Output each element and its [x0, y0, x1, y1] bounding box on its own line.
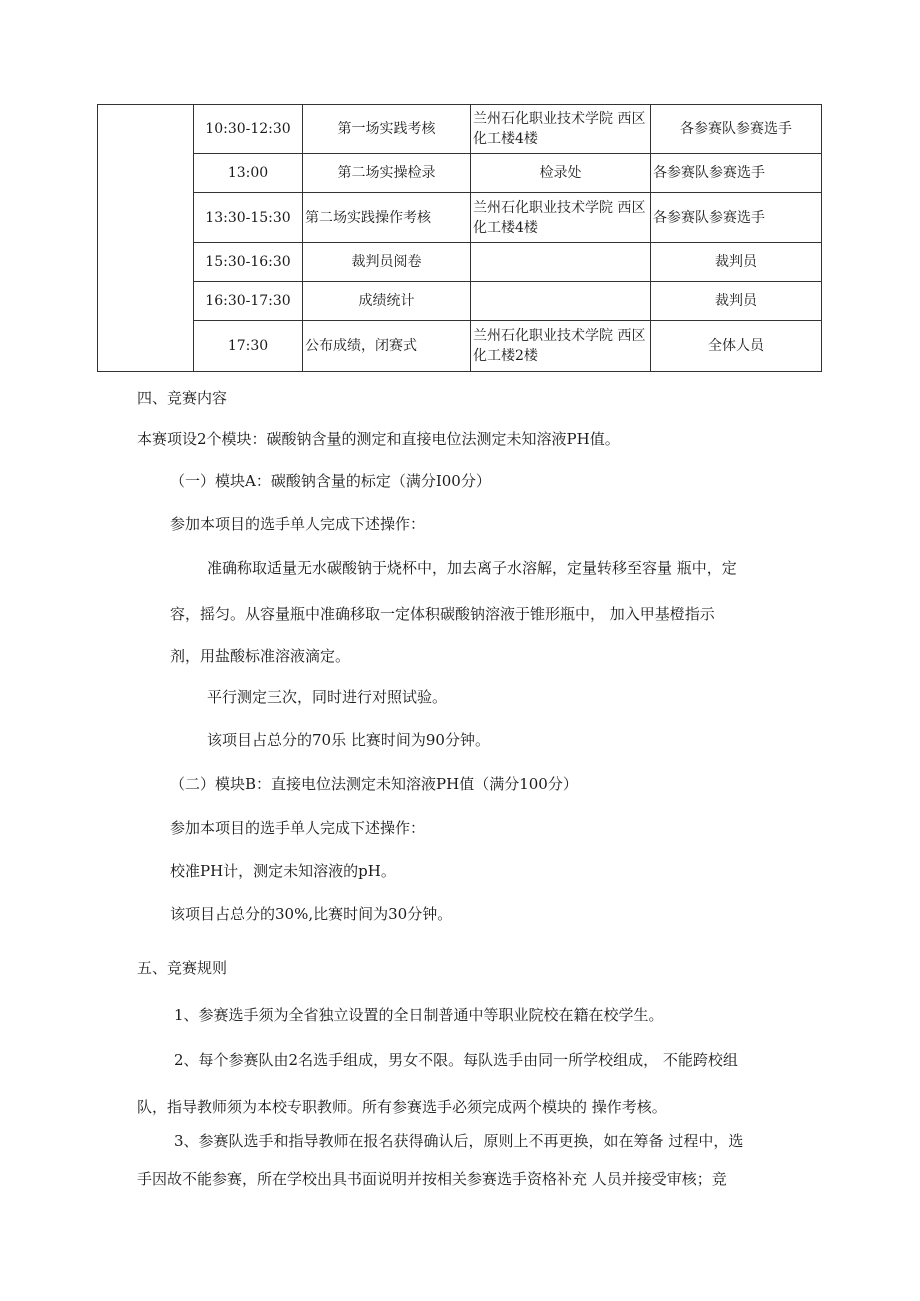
date-cell: [98, 105, 194, 372]
time-cell: 17:30: [194, 321, 303, 372]
table-row: [98, 282, 822, 321]
event-cell: 第二场实操检录: [303, 154, 471, 193]
time-cell: 13:00: [194, 154, 303, 193]
table-row: [98, 105, 822, 154]
time-cell: 10:30-12:30: [194, 105, 303, 154]
time-cell: 15:30-16:30: [194, 243, 303, 282]
table-row: [98, 193, 822, 243]
rule-3-line-2: 手因故不能参赛，所在学校出具书面说明并按相关参赛选手资格补充 人员并接受审核；竞: [137, 1170, 727, 1188]
time-cell: 13:30-15:30: [194, 193, 303, 243]
module-b-operation-intro: 参加本项目的选手单人完成下述操作：: [170, 819, 426, 837]
rule-1: 1、参赛选手须为全省独立设置的全日制普通中等职业院校在籍在校学生。: [174, 1006, 664, 1024]
module-a-title: （一）模块A：碳酸钠含量的标定（满分I00分）: [170, 472, 491, 490]
people-cell: 裁判员: [651, 282, 822, 321]
module-a-procedure-line-2: 容，摇匀。从容量瓶中准确移取一定体积碳酸钠溶液于锥形瓶中， 加入甲基橙指示: [170, 605, 715, 623]
module-a-procedure-line-3: 剂，用盐酸标准溶液滴定。: [170, 647, 351, 665]
module-b-title: （二）模块B：直接电位法测定未知溶液PH值（满分100分）: [170, 775, 578, 793]
table-row: [98, 243, 822, 282]
rule-2-line-2: 队，指导教师须为本校专职教师。所有参赛选手必须完成两个模块的 操作考核。: [137, 1098, 667, 1116]
module-a-procedure-line-1: 准确称取适量无水碳酸钠于烧杯中，加去离子水溶解，定量转移至容量 瓶中，定: [207, 559, 737, 577]
table-row: [98, 154, 822, 193]
place-cell: 检录处: [471, 154, 651, 193]
rule-3-line-1: 3、参赛队选手和指导教师在报名获得确认后，原则上不再更换，如在筹备 过程中，选: [174, 1132, 744, 1150]
people-cell: 各参赛队参赛选手: [651, 105, 822, 154]
place-cell: [471, 243, 651, 282]
place-cell: [471, 282, 651, 321]
module-b-score-time: 该项目占总分的30%,比赛时间为30分钟。: [170, 905, 453, 923]
event-cell: 成绩统计: [303, 282, 471, 321]
event-cell: 第一场实践考核: [303, 105, 471, 154]
module-b-procedure: 校准PH计，测定未知溶液的pH。: [170, 862, 396, 880]
intro-paragraph: 本赛项设2个模块：碳酸钠含量的测定和直接电位法测定未知溶液PH值。: [137, 430, 620, 448]
place-cell: 兰州石化职业技术学院 西区化工楼4楼: [471, 193, 651, 243]
people-cell: 全体人员: [651, 321, 822, 372]
event-cell: 裁判员阅卷: [303, 243, 471, 282]
rule-2-line-1: 2、每个参赛队由2名选手组成，男女不限。每队选手由同一所学校组成， 不能跨校组: [174, 1051, 738, 1069]
event-cell: 第二场实践操作考核: [303, 193, 471, 243]
module-a-parallel-test: 平行测定三次，同时进行对照试验。: [207, 688, 448, 706]
module-a-score-time: 该项目占总分的70乐 比赛时间为90分钟。: [207, 731, 490, 749]
event-cell: 公布成绩，闭赛式: [303, 321, 471, 372]
schedule-table: [97, 104, 822, 372]
module-a-operation-intro: 参加本项目的选手单人完成下述操作：: [170, 515, 426, 533]
people-cell: 裁判员: [651, 243, 822, 282]
place-cell: 兰州石化职业技术学院 西区化工楼2楼: [471, 321, 651, 372]
place-cell: 兰州石化职业技术学院 西区化工楼4楼: [471, 105, 651, 154]
people-cell: 各参赛队参赛选手: [651, 154, 822, 193]
section-heading-competition-rules: 五、竞赛规则: [137, 959, 228, 977]
table-row: [98, 321, 822, 372]
time-cell: 16:30-17:30: [194, 282, 303, 321]
section-heading-competition-content: 四、竞赛内容: [137, 389, 228, 407]
people-cell: 各参赛队参赛选手: [651, 193, 822, 243]
